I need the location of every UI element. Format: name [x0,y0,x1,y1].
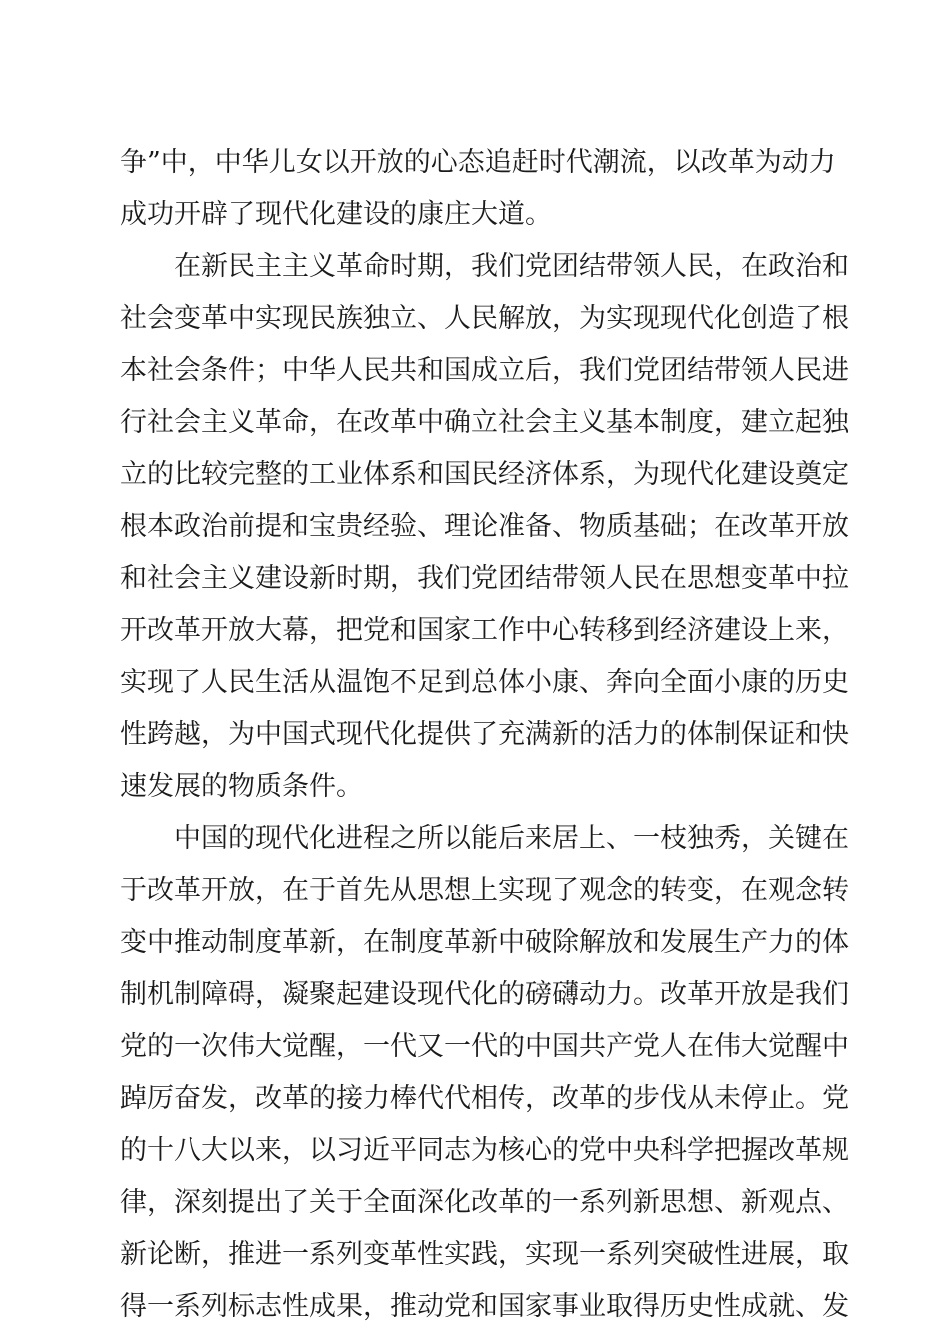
p3-line-9: 新论断，推进一系列变革性实践，实现一系列突破性进展，取 [120,1239,849,1270]
p2-line-10: 性跨越，为中国式现代化提供了充满新的活力的体制保证和快 [120,719,849,750]
p3-line-7: 的十八大以来，以习近平同志为核心的党中央科学把握改革规 [120,1135,849,1166]
p2-line-8: 开改革开放大幕，把党和国家工作中心转移到经济建设上来， [120,615,849,646]
p3-line-1: 中国的现代化进程之所以能后来居上、一枝独秀，关键在 [174,823,849,854]
p3-line-8: 律，深刻提出了关于全面深化改革的一系列新思想、新观点、 [120,1187,849,1218]
p3-line-10: 得一系列标志性成果，推动党和国家事业取得历史性成就、发 [120,1291,849,1322]
p1-line-2: 成功开辟了现代化建设的康庄大道。 [120,199,552,230]
p2-line-3: 本社会条件；中华人民共和国成立后，我们党团结带领人民进 [120,355,849,386]
p2-line-9: 实现了人民生活从温饱不足到总体小康、奔向全面小康的历史 [120,667,849,698]
p3-line-2: 于改革开放，在于首先从思想上实现了观念的转变，在观念转 [120,875,849,906]
p3-line-5: 党的一次伟大觉醒，一代又一代的中国共产党人在伟大觉醒中 [120,1031,849,1062]
p1-line-1: 争”中，中华儿女以开放的心态追赶时代潮流，以改革为动力 [120,147,836,178]
p2-line-6: 根本政治前提和宝贵经验、理论准备、物质基础；在改革开放 [120,511,849,542]
p3-line-3: 变中推动制度革新，在制度革新中破除解放和发展生产力的体 [120,927,849,958]
p2-line-2: 社会变革中实现民族独立、人民解放，为实现现代化创造了根 [120,303,849,334]
p2-line-11: 速发展的物质条件。 [120,771,363,802]
p3-line-4: 制机制障碍，凝聚起建设现代化的磅礴动力。改革开放是我们 [120,979,849,1010]
p2-line-5: 立的比较完整的工业体系和国民经济体系，为现代化建设奠定 [120,459,849,490]
p3-line-6: 踔厉奋发，改革的接力棒代代相传，改革的步伐从未停止。党 [120,1083,849,1114]
p2-line-4: 行社会主义革命，在改革中确立社会主义基本制度，建立起独 [120,407,849,438]
p2-line-1: 在新民主主义革命时期，我们党团结带领人民，在政治和 [174,251,849,282]
p2-line-7: 和社会主义建设新时期，我们党团结带领人民在思想变革中拉 [120,563,849,594]
